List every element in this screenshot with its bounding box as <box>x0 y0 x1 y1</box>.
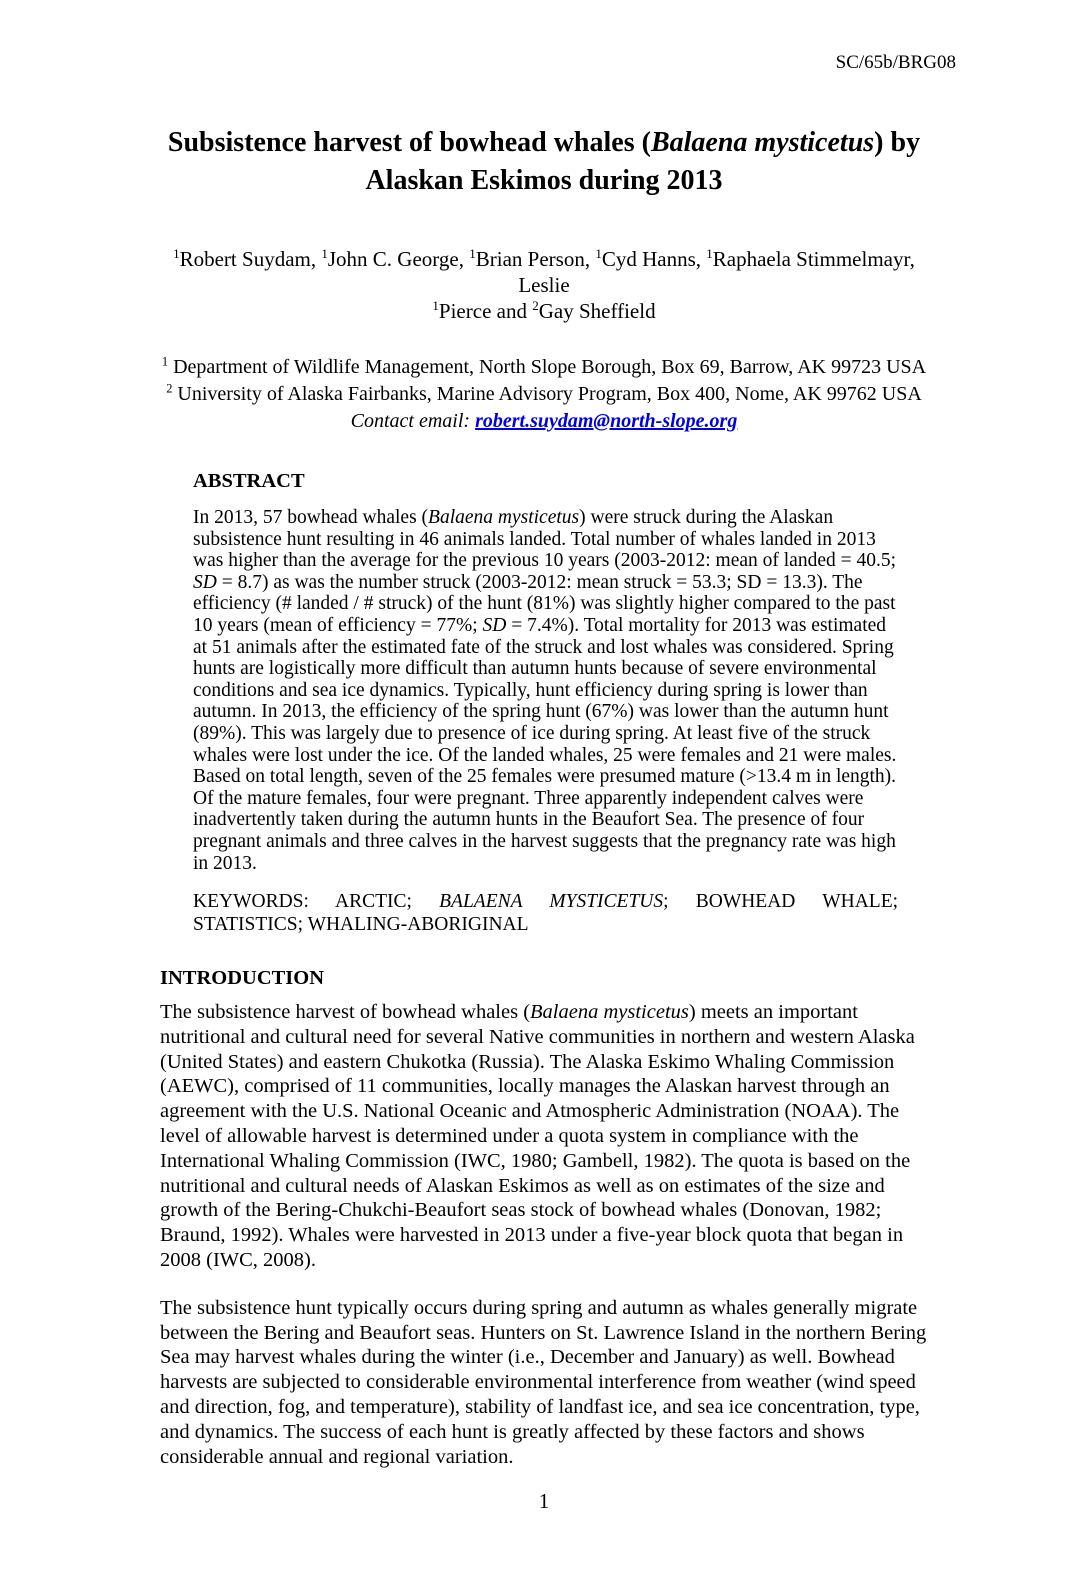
text-segment: The subsistence harvest of bowhead whales ( <box>160 1001 531 1024</box>
text-segment: = 7.4%). Total mortality for 2013 was estimated at 51 animals after the estimated fate of the struck and lost whales was considered. Spring hunts are logistically more difficult than autumn hunts because of severe environmental conditions and sea ice dynamics. Typically, hunt efficiency during spring is lower than autumn. In 2013, the efficiency of the spring hunt (67%) was lower than the autumn hunt (89%). This was largely due to presence of ice during spring. At least five of the struck whales were lost under the ice. Of the landed whales, 25 were females and 21 were males. Based on total length, seven of the 25 females were presumed mature (>13.4 m in length). Of the mature females, four were pregnant. Three apparently independent calves were inadvertently taken during the autumn hunts in the Beaufort Sea. The presence of four pregnant animals and three calves in the harvest suggests that the pregnancy rate was high in 2013. <box>193 614 897 874</box>
contact-email-line <box>160 408 928 435</box>
affiliation-2 <box>160 381 928 408</box>
text-segment: Raphaela Stimmelmayr, Leslie <box>518 247 915 297</box>
text-segment: ) were struck during the Alaskan subsistence hunt resulting in 46 animals landed. Total number of whales landed in 2013 was higher than the average for the previous 10 years (2003-2012: mean of landed = 40.5; <box>193 507 897 572</box>
authors-line <box>160 246 928 324</box>
introduction-paragraph-2 <box>160 1296 928 1470</box>
text-segment: SD <box>193 571 217 593</box>
text-segment: Robert Suydam, <box>179 247 322 271</box>
text-segment: In 2013, 57 bowhead whales ( <box>193 507 429 528</box>
text-segment: 2 <box>532 298 539 313</box>
text-segment: Cyd Hanns, <box>601 247 707 271</box>
text-segment: Balaena mysticetus <box>530 1001 689 1024</box>
text-segment: University of Alaska Fairbanks, Marine Advisory Program, Box 400, Nome, AK 99762 USA <box>172 383 922 405</box>
text-segment: The subsistence hunt typically occurs during spring and autumn as whales generally migrate between the Bering and Beaufort seas. Hunters on St. Lawrence Island in the northern Bering Sea may harvest whales during the winter (i.e., December and January) as well. Bowhead harvests are subjected to considerable environmental interference from weather (wind speed and direction, fog, and temperature), stability of landfast ice, and sea ice concentration, type, and dynamics. The success of each hunt is greatly affected by these factors and shows considerable annual and regional variation. <box>160 1296 927 1468</box>
introduction-heading: INTRODUCTION <box>160 967 325 990</box>
affiliations-block <box>160 354 928 435</box>
text-segment: ) by <box>874 127 921 158</box>
text-segment: 1 <box>173 246 180 261</box>
text-segment: KEYWORDS: ARCTIC; <box>193 891 440 913</box>
text-segment: 1 <box>161 354 169 369</box>
text-segment: Balaena mysticetus <box>650 127 875 158</box>
page-number: 1 <box>538 1489 550 1514</box>
text-segment: John C. George, <box>327 247 470 271</box>
affiliation-1 <box>160 354 928 381</box>
text-segment: ; BOWHEAD WHALE; STATISTICS; WHALING-ABORIGINAL <box>193 891 899 936</box>
abstract-heading: ABSTRACT <box>193 470 305 492</box>
introduction-paragraph-1 <box>160 1000 928 1273</box>
text-segment: Department of Wildlife Management, North Slope Borough, Box 69, Barrow, AK 99723 USA <box>168 356 927 378</box>
text-segment: Subsistence harvest of bowhead whales ( <box>167 127 651 158</box>
text-segment: 1 <box>432 298 439 313</box>
text-segment: Gay Sheffield <box>538 299 656 323</box>
text-segment: BALAENA MYSTICETUS <box>439 891 664 913</box>
text-segment: 1 <box>321 246 328 261</box>
text-segment: SD <box>482 614 507 636</box>
text-segment: 2 <box>166 381 173 396</box>
paper-title <box>160 124 928 200</box>
text-segment: 1 <box>595 246 602 261</box>
text-segment: Contact email: <box>350 410 476 432</box>
text-segment: 1 <box>469 246 476 261</box>
text-segment: Pierce and <box>438 299 533 323</box>
text-segment: 1 <box>706 246 713 261</box>
document-reference: SC/65b/BRG08 <box>835 52 956 73</box>
text-segment: Brian Person, <box>475 247 596 271</box>
abstract-paragraph <box>193 507 898 874</box>
text-segment: Balaena mysticetus <box>428 507 580 528</box>
text-segment: = 8.7) as was the number struck (2003-2012: mean struck = 53.3; SD = 13.3). The efficiency (# landed / # struck) of the hunt (81%) was slightly higher compared to the past 10 years (mean of efficiency = 77%; <box>193 571 896 636</box>
contact-email-link[interactable]: robert.suydam@north-slope.org <box>475 410 738 432</box>
text-segment: ) meets an important nutritional and cultural need for several Native communities in northern and western Alaska (United States) and eastern Chukotka (Russia). The Alaska Eskimo Whaling Commission (AEWC), comprised of 11 communities, locally manages the Alaskan harvest through an agreement with the U.S. National Oceanic and Atmospheric Administration (NOAA). The level of allowable harvest is determined under a quota system in compliance with the International Whaling Commission (IWC, 1980; Gambell, 1982). The quota is based on the nutritional and cultural needs of Alaskan Eskimos as well as on estimates of the size and growth of the Bering-Chukchi-Beaufort seas stock of bowhead whales (Donovan, 1982; Braund, 1992). Whales were harvested in 2013 under a five-year block quota that began in 2008 (IWC, 2008). <box>160 1001 915 1272</box>
text-segment: Alaskan Eskimos during 2013 <box>365 165 723 196</box>
keywords-line <box>193 890 898 936</box>
abstract-section <box>193 469 898 936</box>
